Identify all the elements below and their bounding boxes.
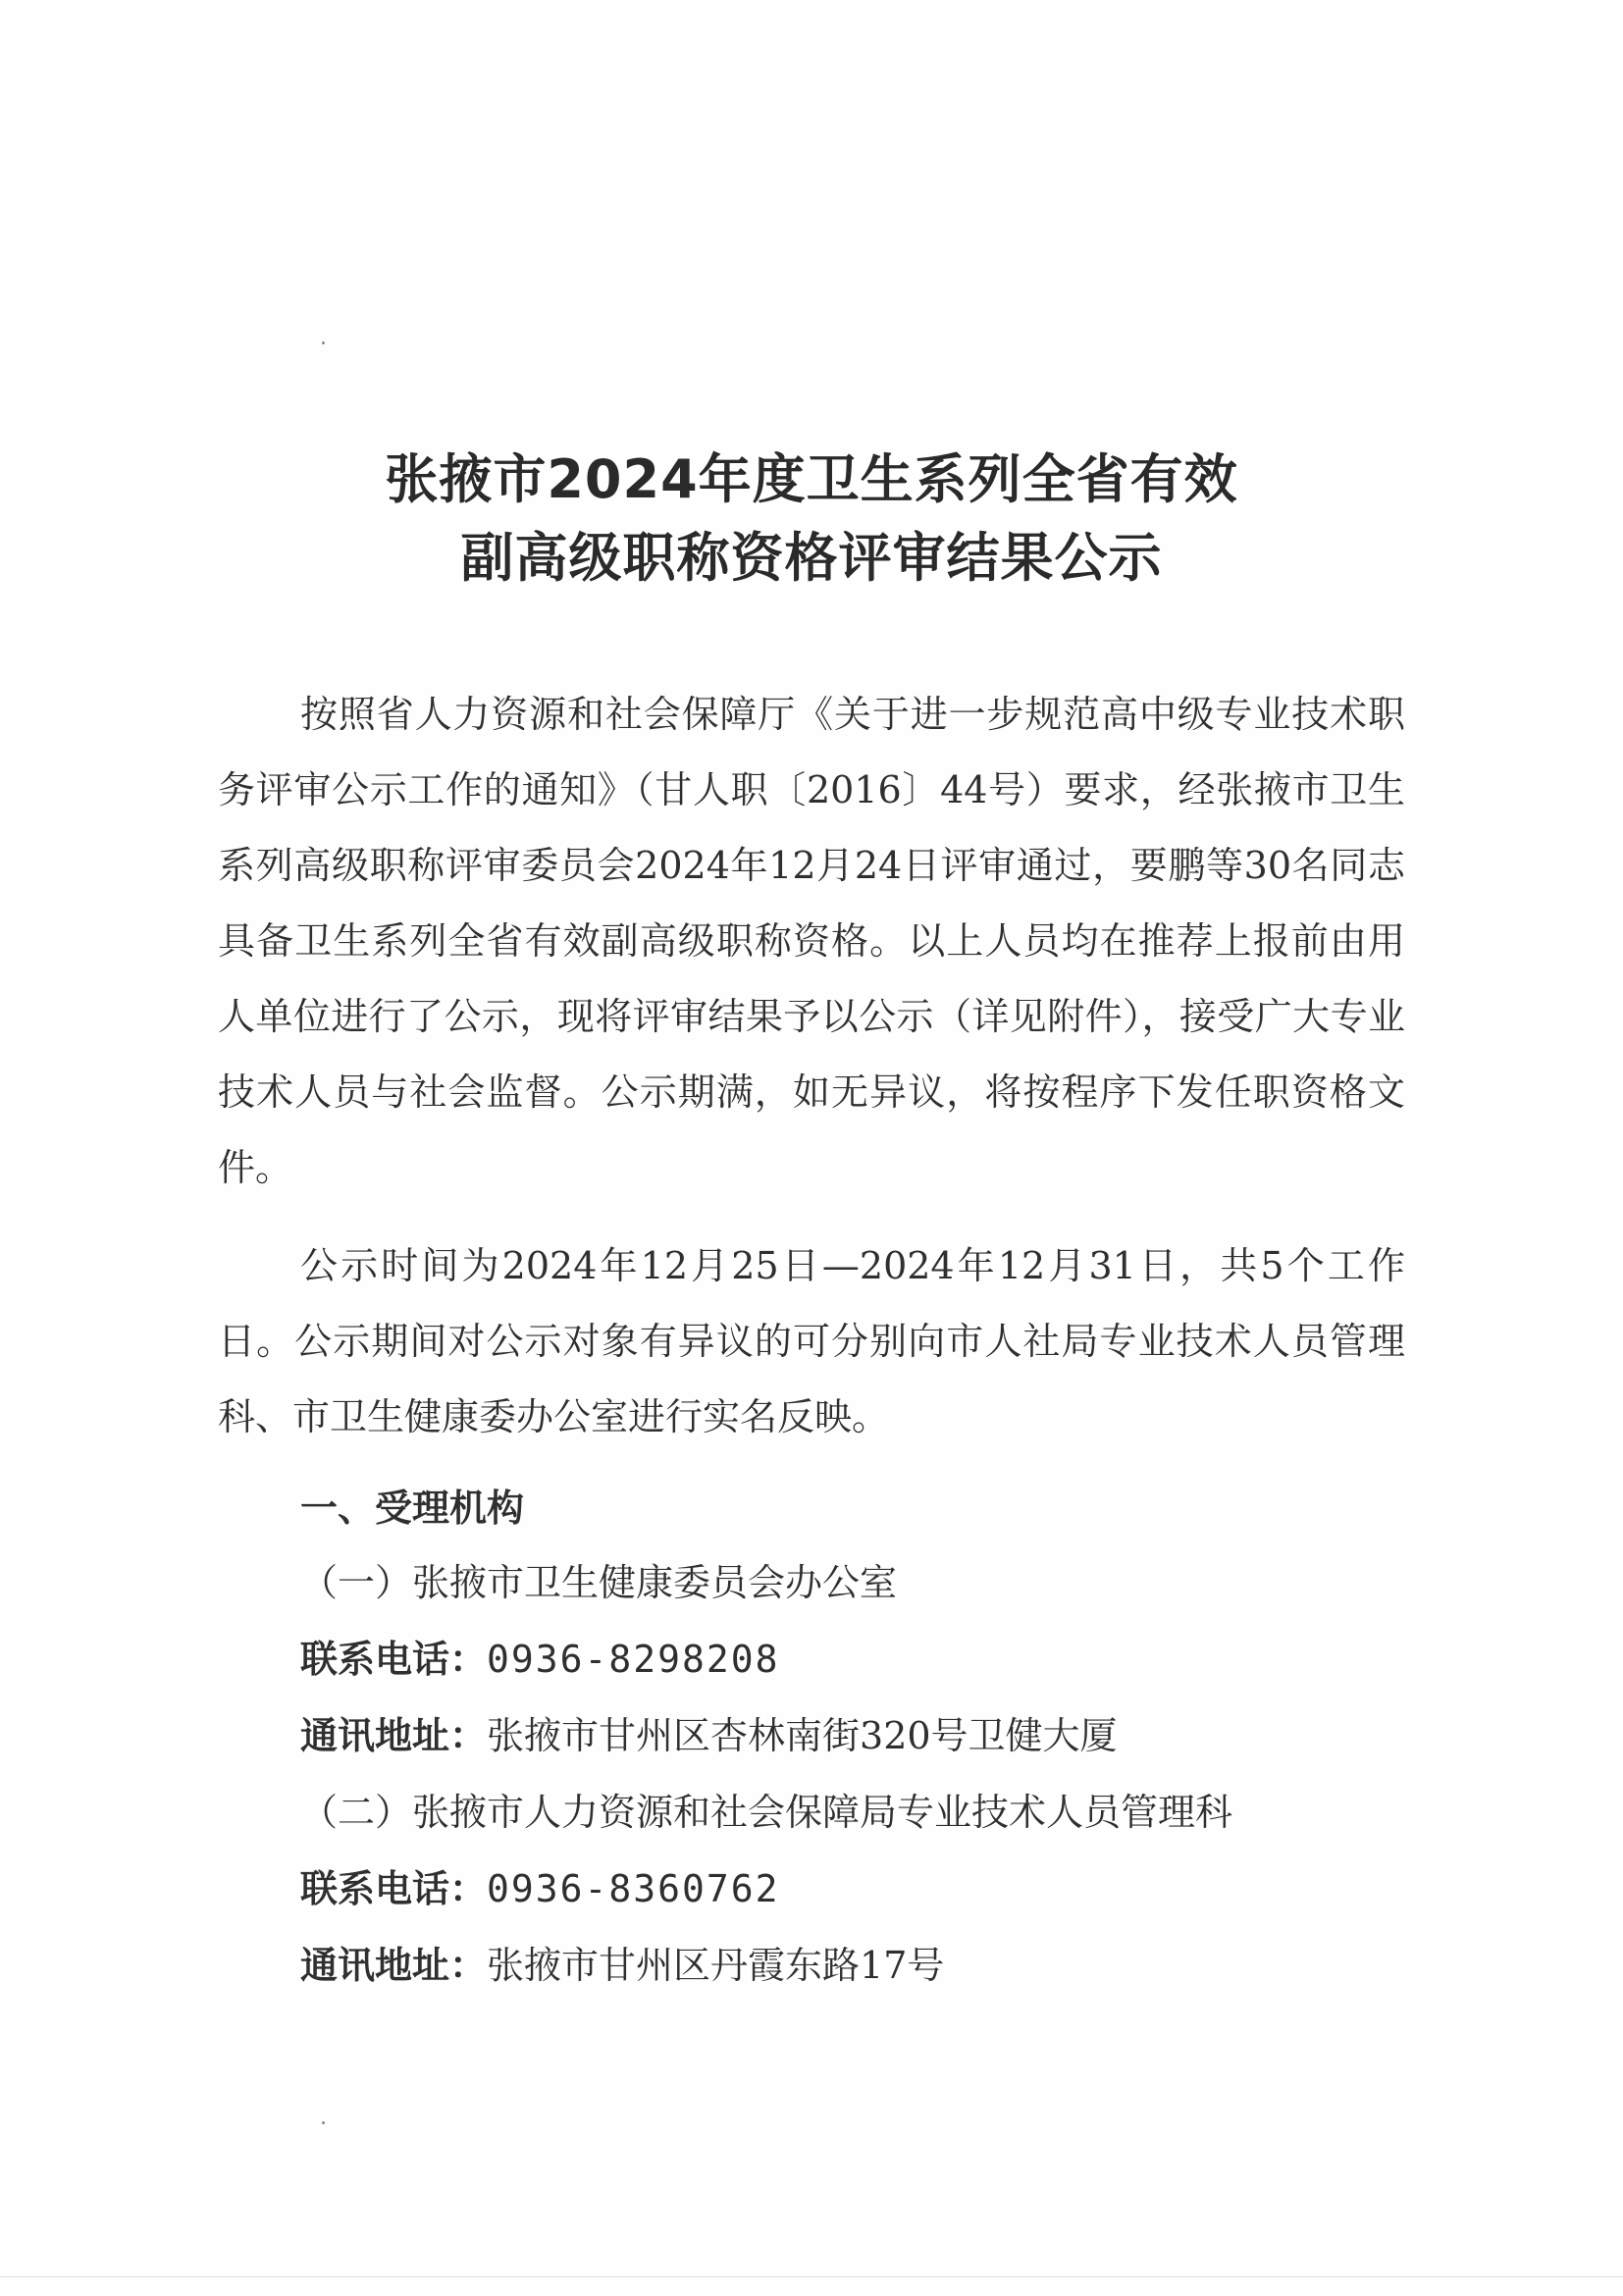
body-paragraph-1: 按照省人力资源和社会保障厅《关于进一步规范高中级专业技术职务评审公示工作的通知》（甘人职〔2016〕44号）要求，经张掖市卫生系列高级职称评审委员会2024年12月24日评审通过，要鹏等30名同志具备卫生系列全省有效副高级职称资格。以上人员均在推荐上报前由用人单位进行了公示，现将评审结果予以公示（详见附件），接受广大专业技术人员与社会监督。公示期满，如无异议，将按程序下发任职资格文件。	[218, 693, 1405, 1189]
org2-phone-row	[300, 1867, 780, 1910]
scan-speck	[322, 341, 325, 344]
document-title-line1: 张掖市2024年度卫生系列全省有效	[385, 448, 1238, 510]
org2-address-row	[300, 1944, 945, 1987]
org1-address-label: 通讯地址：	[300, 1714, 488, 1757]
org1-address-row	[300, 1714, 1118, 1757]
org1-phone-row	[300, 1638, 780, 1681]
scan-edge-line	[0, 2276, 1623, 2277]
org2-phone: 0936-8360762	[487, 1867, 780, 1910]
org1-name: （一）张掖市卫生健康委员会办公室	[300, 1561, 898, 1604]
section-heading: 一、受理机构	[300, 1487, 525, 1530]
org1-phone-label: 联系电话：	[300, 1638, 488, 1681]
document-title-line2: 副高级职称资格评审结果公示	[460, 527, 1163, 589]
body-paragraph-2: 公示时间为2024年12月25日—2024年12月31日，共5个工作日。公示期间对公示对象有异议的可分别向市人社局专业技术人员管理科、市卫生健康委办公室进行实名反映。	[218, 1244, 1405, 1438]
scan-speck	[322, 2121, 325, 2124]
org2-phone-label: 联系电话：	[300, 1867, 488, 1910]
org2-name: （二）张掖市人力资源和社会保障局专业技术人员管理科	[300, 1791, 1233, 1834]
org2-address: 张掖市甘州区丹霞东路17号	[487, 1944, 945, 1987]
org1-phone: 0936-8298208	[487, 1638, 780, 1681]
org2-address-label: 通讯地址：	[300, 1944, 488, 1987]
org1-address: 张掖市甘州区杏林南街320号卫健大厦	[487, 1714, 1118, 1757]
